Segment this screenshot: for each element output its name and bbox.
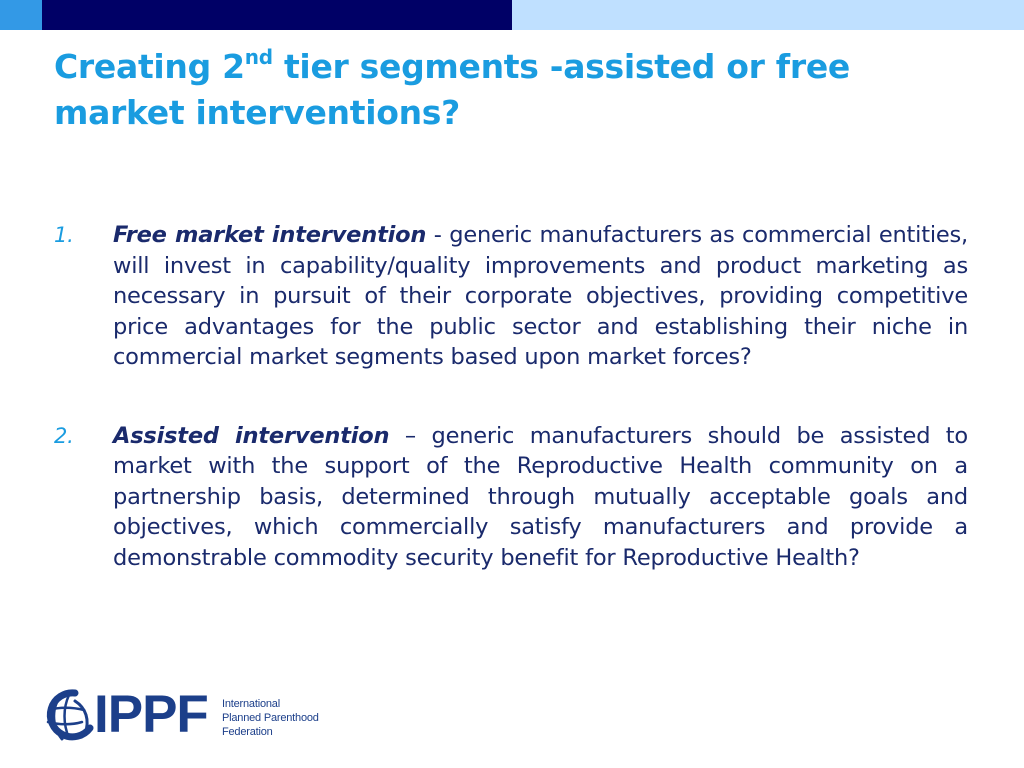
list-item-number: 2. — [54, 423, 74, 448]
globe-parallel — [49, 708, 84, 710]
title-part-2: tier segments -assisted or free market interventions? — [54, 47, 850, 132]
list-item-assisted — [54, 421, 968, 574]
top-bar-segment-light-blue — [0, 0, 42, 30]
logo-subtext-line: Federation — [222, 726, 273, 738]
numbered-list — [54, 220, 968, 573]
logo-subtext-line: International — [222, 698, 280, 710]
list-item-term: Free market intervention — [113, 222, 427, 248]
list-item-free-market — [54, 220, 968, 373]
top-bar-segment-pale-blue — [512, 0, 1024, 30]
slide-title — [54, 44, 954, 136]
list-item-number: 1. — [54, 223, 74, 247]
list-item-term: Assisted intervention — [113, 422, 390, 449]
logo-wordmark: IPPF — [94, 685, 208, 744]
ippf-logo — [42, 685, 322, 744]
title-superscript: nd — [244, 45, 273, 69]
logo-subtext-line: Planned Parenthood — [222, 712, 319, 724]
globe-icon — [42, 688, 96, 744]
title-part-1: Creating 2 — [54, 47, 245, 86]
logo-subtext — [222, 697, 319, 739]
globe-swoosh — [75, 701, 87, 734]
globe-meridian-inner — [65, 695, 70, 738]
top-decorative-bar — [0, 0, 1024, 30]
list-item-text: - generic manufacturers as commercial entities, will invest in capability/quality improvements and product marketing as necessary in pursuit of their corporate objectives, providing competitive price advantages for the public sector and establishing their niche in commercial market segments based upon market forces? — [113, 222, 969, 370]
top-bar-segment-navy — [42, 0, 512, 30]
list-item-text: – generic manufacturers should be assisted to market with the support of the Reproductive Health community on a partnership basis, determined through mutually acceptable goals and objectives, which commercially satisfy manufacturers and provide a demonstrable commodity security benefit for Reproductive Health? — [113, 422, 968, 571]
